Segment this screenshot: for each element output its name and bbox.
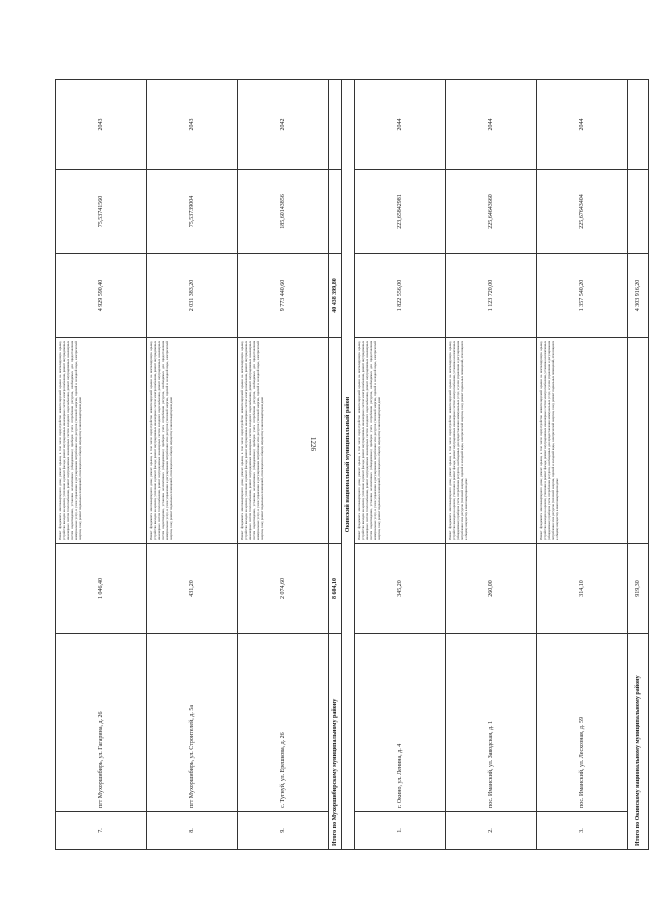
cost-cell: 1 123 720,00	[446, 254, 537, 338]
subtotal-cost: 40 438 399,80	[329, 254, 342, 338]
row-number: 8.	[147, 812, 238, 850]
year-cell: 2042	[238, 80, 329, 170]
subtotal-row	[628, 80, 649, 850]
cost-cell: 9 773 440,60	[238, 254, 329, 338]
address-cell: г. Окино, ул. Ленина, д. 4	[355, 634, 446, 812]
year-cell: 2043	[56, 80, 147, 170]
year-cell: 2044	[446, 80, 537, 170]
region-title: Окинский национальный муниципальный район	[342, 80, 355, 850]
subtotal-cost: 4 303 916,20	[628, 254, 649, 338]
cost-cell: 1 357 540,20	[537, 254, 628, 338]
row-number: 9.	[238, 812, 329, 850]
address-cell: пгт Мухоршибирь, ул. Гагарина, д. 26	[56, 634, 147, 812]
subtotal-area: 919,30	[628, 544, 649, 634]
year-cell: 2044	[537, 80, 628, 170]
area-cell: 314,10	[537, 544, 628, 634]
address-cell: пос. Иманский, ул. Лесхозная, д. 59	[537, 634, 628, 812]
subtotal-label: Итого по Окинскому национальному муниципальному району	[628, 634, 649, 850]
unit-cost-cell: 223,65842981	[355, 170, 446, 254]
works-cell: Ремонт фундамента многоквартирного дома; ремонт крыши, в том числе переустройство невентилируемой крыши на вентилируемую крышу, устройство выходов на кровлю; утепление и ремонт фасада; ремонт внутридомовых инженерных систем электроснабжения, установка коллективных (общедомовых) приборов учета потребления ресурсов, необходимых для предоставления коммунальных услуг, и узлов управления и регулирования потребления этих ресурсов (тепловой энергии, горячей и холодной воды, электрической энергии, газа); ремонт подвальных помещений, относящихся к общему имуществу в многоквартирном доме	[446, 338, 537, 544]
page-number: 1226	[309, 437, 317, 451]
table-row	[446, 80, 537, 850]
works-cell: Ремонт фундамента многоквартирного дома; ремонт крыши, в том числе переустройство невентилируемой крыши на вентилируемую крышу, устройство выходов на кровлю; утепление и ремонт фасада; ремонт внутридомовых инженерных систем электроснабжения, установка коллективных (общедомовых) приборов учета потребления ресурсов, необходимых для предоставления коммунальных услуг, и узлов управления и регулирования потребления этих ресурсов (тепловой энергии, горячей и холодной воды, электрической энергии, газа); ремонт подвальных помещений, относящихся к общему имуществу в многоквартирном доме	[537, 338, 628, 544]
unit-cost-cell: 75,53741560	[56, 170, 147, 254]
unit-cost-cell: 225,64643660	[446, 170, 537, 254]
year-cell: 2043	[147, 80, 238, 170]
row-number: 1.	[355, 812, 446, 850]
works-cell: Ремонт фундамента многоквартирного дома; ремонт крыши, в том числе переустройство невентилируемой крыши на вентилируемую крышу, устройство выходов на кровлю; утепление и ремонт фасада; ремонт внутридомовых инженерных систем электроснабжения, ремонт внутридомовых инженерных систем теплоснабжения, ремонт внутридомовых инженерных систем холодного водоснабжения, ремонт внутридомовых инженерных систем водоотведения, установка коллективных (общедомовых) приборов учета потребления ресурсов, необходимых для предоставления коммунальных услуг, и узлов управления и регулирования потребления этих ресурсов (тепловой энергии, горячей и холодной воды, электрической энергии, газа); ремонт подвальных помещений, относящихся к общему имуществу в многоквартирном доме	[355, 338, 446, 544]
cost-cell: 4 929 590,40	[56, 254, 147, 338]
cost-cell: 1 822 556,00	[355, 254, 446, 338]
area-cell: 1 046,40	[56, 544, 147, 634]
table-row	[537, 80, 628, 850]
subtotal-row	[329, 80, 342, 850]
area-cell: 260,00	[446, 544, 537, 634]
cost-cell: 2 031 383,20	[147, 254, 238, 338]
row-number: 7.	[56, 812, 147, 850]
year-cell: 2044	[355, 80, 446, 170]
repair-program-table	[55, 79, 649, 850]
works-cell: Ремонт фундамента многоквартирного дома; ремонт крыши, в том числе переустройство невентилируемой крыши на вентилируемую крышу, устройство выходов на кровлю; утепление и ремонт фасада; ремонт внутридомовых инженерных систем электроснабжения, ремонт внутридомовых инженерных систем теплоснабжения, ремонт внутридомовых инженерных систем холодного водоснабжения, ремонт внутридомовых инженерных систем водоотведения, установка коллективных (общедомовых) приборов учета потребления ресурсов, необходимых для предоставления коммунальных услуг, и узлов управления и регулирования потребления этих ресурсов (тепловой энергии, горячей и холодной воды, электрической энергии, газа); ремонт подвальных помещений, относящихся к общему имуществу в многоквартирном доме	[238, 338, 329, 544]
works-cell: Ремонт фундамента многоквартирного дома; ремонт крыши, в том числе переустройство невентилируемой крыши на вентилируемую крышу, устройство выходов на кровлю; утепление и ремонт фасада; ремонт внутридомовых инженерных систем электроснабжения, ремонт внутридомовых инженерных систем теплоснабжения, ремонт внутридомовых инженерных систем холодного водоснабжения, ремонт внутридомовых инженерных систем водоотведения, установка коллективных (общедомовых) приборов учета потребления ресурсов, необходимых для предоставления коммунальных услуг, и узлов управления и регулирования потребления этих ресурсов (тепловой энергии, горячей и холодной воды, электрической энергии, газа); ремонт подвальных помещений, относящихся к общему имуществу в многоквартирном доме	[147, 338, 238, 544]
area-cell: 345,20	[355, 544, 446, 634]
address-cell: с. Тугнуй, ул. Ерешкова, д. 26	[238, 634, 329, 812]
unit-cost-cell: 75,53739004	[147, 170, 238, 254]
unit-cost-cell: 225,67643404	[537, 170, 628, 254]
address-cell: пгт Мухоршибирь, ул. Строителей, д. 5а	[147, 634, 238, 812]
table-row	[238, 80, 329, 850]
table-row	[147, 80, 238, 850]
area-cell: 431,20	[147, 544, 238, 634]
row-number: 3.	[537, 812, 628, 850]
table-row	[355, 80, 446, 850]
region-heading-row	[342, 80, 355, 850]
subtotal-area: 8 604,10	[329, 544, 342, 634]
table-row	[56, 80, 147, 850]
row-number: 2.	[446, 812, 537, 850]
unit-cost-cell: 185,60143856	[238, 170, 329, 254]
works-cell: Ремонт фундамента многоквартирного дома; ремонт крыши, в том числе переустройство невентилируемой крыши на вентилируемую крышу, устройство выходов на кровлю; утепление и ремонт фасада; ремонт внутридомовых инженерных систем электроснабжения, ремонт внутридомовых инженерных систем теплоснабжения, ремонт внутридомовых инженерных систем холодного водоснабжения, ремонт внутридомовых инженерных систем водоотведения, установка коллективных (общедомовых) приборов учета потребления ресурсов, необходимых для предоставления коммунальных услуг, и узлов управления и регулирования потребления этих ресурсов (тепловой энергии, горячей и холодной воды, электрической энергии, газа); ремонт подвальных помещений, относящихся к общему имуществу в многоквартирном доме	[56, 338, 147, 544]
area-cell: 2 074,60	[238, 544, 329, 634]
address-cell: пос. Иманский, ул. Заводская, д. 1	[446, 634, 537, 812]
subtotal-label: Итого по Мухоршибирскому муниципальному району	[329, 634, 342, 850]
document-table-rotated	[55, 80, 641, 850]
